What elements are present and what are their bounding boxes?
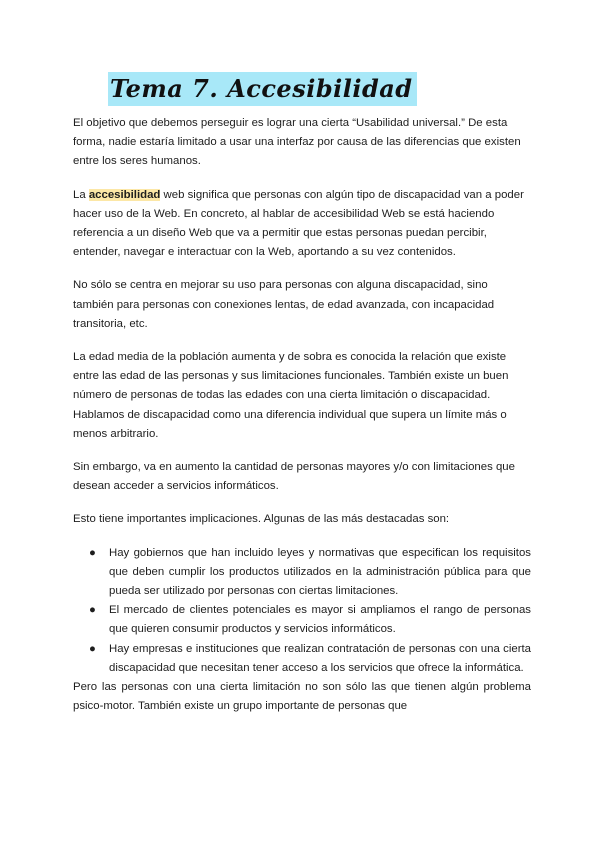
paragraph-1: El objetivo que debemos perseguir es lograr una cierta “Usabilidad universal.” De esta forma, nadie estaría limitado a usar una interfaz por causa de las diferencias que existen entre los seres humanos. xyxy=(73,117,521,168)
list-item xyxy=(73,544,531,602)
paragraph-6: Esto tiene importantes implicaciones. Algunas de las más destacadas son: xyxy=(73,513,450,526)
bullet-list xyxy=(73,544,531,678)
list-item xyxy=(73,640,531,678)
document-body xyxy=(73,114,531,730)
paragraph-3: No sólo se centra en mejorar su uso para personas con alguna discapacidad, sino también para personas con conexiones lentas, de edad avanzada, con incapacidad transitoria, etc. xyxy=(73,279,495,330)
paragraph-7: Pero las personas con una cierta limitación no son sólo las que tienen algún problema psico-motor. También existe un grupo importante de personas que xyxy=(73,681,531,713)
list-item xyxy=(73,601,531,639)
list-item-text: Hay gobiernos que han incluido leyes y normativas que especifican los requisitos que deben cumplir los productos utilizados en la administración pública para que pueda ser utilizado por personas con ciertas limitaciones. xyxy=(109,546,531,598)
paragraph-5: Sin embargo, va en aumento la cantidad de personas mayores y/o con limitaciones que desean acceder a servicios informáticos. xyxy=(73,461,515,493)
list-item-text: Hay empresas e instituciones que realizan contratación de personas con una cierta discapacidad que necesitan tener acceso a los servicios que ofrece la informática. xyxy=(109,642,531,674)
page-title: Tema 7. Accesibilidad xyxy=(110,74,413,103)
paragraph-2 xyxy=(73,186,531,263)
bullet-icon: ● xyxy=(89,642,96,655)
title-highlight xyxy=(108,72,417,106)
bullet-icon: ● xyxy=(89,604,96,617)
list-item-text: El mercado de clientes potenciales es mayor si ampliamos el rango de personas que quieren consumir productos y servicios informáticos. xyxy=(109,604,531,636)
paragraph-2-start: La xyxy=(73,188,89,201)
paragraph-2-rest: web significa que personas con algún tipo de discapacidad van a poder hacer uso de la Web. En concreto, al hablar de accesibilidad Web se está haciendo referencia a un diseño Web que va a permitir que estas personas puedan percibir, entender, navegar e interactuar con la Web, aportando a su vez contenidos. xyxy=(73,188,524,259)
bullet-icon: ● xyxy=(89,546,96,559)
highlighted-term: accesibilidad xyxy=(88,188,161,201)
paragraph-4: La edad media de la población aumenta y de sobra es conocida la relación que existe entre las edad de las personas y sus limitaciones funcionales. También existe un buen número de personas de todas las edades con una cierta limitación o discapacidad. Hablamos de discapacidad como una diferencia individual que supera un límite más o menos arbitrario. xyxy=(73,351,509,440)
